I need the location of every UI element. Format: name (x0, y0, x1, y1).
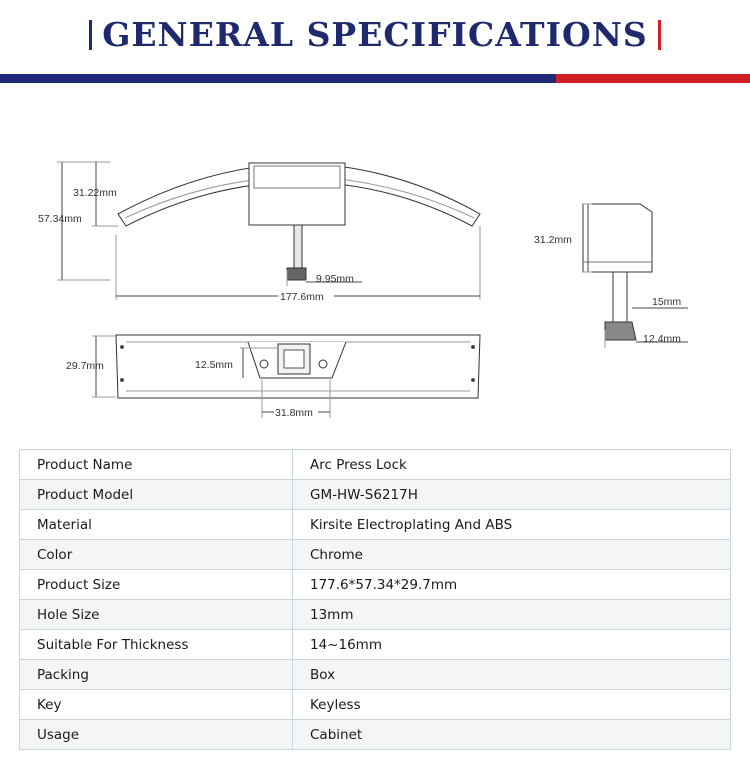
spec-key: Suitable For Thickness (20, 630, 293, 660)
header-stripe-blue (0, 74, 556, 83)
spec-value: Keyless (293, 690, 731, 720)
spec-value: 14~16mm (293, 630, 731, 660)
dim-front-height-total: 57.34mm (38, 213, 82, 225)
dim-stem-offset: 9.95mm (316, 273, 354, 285)
spec-value: 177.6*57.34*29.7mm (293, 570, 731, 600)
spec-table (19, 449, 731, 750)
technical-drawing (0, 130, 750, 430)
spec-value: 13mm (293, 600, 731, 630)
dim-side-tip-bottom: 12.4mm (643, 333, 681, 345)
page-title: GENERAL SPECIFICATIONS (102, 15, 648, 54)
spec-key: Material (20, 510, 293, 540)
spec-value: Chrome (293, 540, 731, 570)
spec-row (20, 720, 731, 750)
spec-row (20, 480, 731, 510)
spec-row (20, 660, 731, 690)
dim-side-height: 31.2mm (534, 234, 572, 246)
spec-key: Product Size (20, 570, 293, 600)
header-stripe-red (556, 74, 750, 83)
spec-value: Kirsite Electroplating And ABS (293, 510, 731, 540)
spec-row (20, 450, 731, 480)
spec-row (20, 630, 731, 660)
spec-row (20, 510, 731, 540)
spec-key: Hole Size (20, 600, 293, 630)
spec-row (20, 690, 731, 720)
spec-value: GM-HW-S6217H (293, 480, 731, 510)
header-right-bar (658, 20, 661, 50)
spec-key: Color (20, 540, 293, 570)
spec-key: Product Model (20, 480, 293, 510)
spec-key: Usage (20, 720, 293, 750)
dim-total-length: 177.6mm (280, 291, 324, 303)
spec-value: Box (293, 660, 731, 690)
plate-view (92, 335, 480, 418)
side-view (583, 204, 688, 348)
dim-plate-height: 29.7mm (66, 360, 104, 372)
spec-key: Packing (20, 660, 293, 690)
spec-value: Arc Press Lock (293, 450, 731, 480)
spec-key: Product Name (20, 450, 293, 480)
spec-row (20, 600, 731, 630)
page-header (0, 0, 750, 72)
spec-key: Key (20, 690, 293, 720)
spec-row (20, 540, 731, 570)
dim-side-tip-top: 15mm (652, 296, 682, 308)
spec-value: Cabinet (293, 720, 731, 750)
dim-hole-width: 31.8mm (275, 407, 313, 419)
spec-row (20, 570, 731, 600)
header-left-bar (89, 20, 92, 50)
dim-front-height-top: 31.22mm (73, 187, 117, 199)
dim-hole-height: 12.5mm (195, 359, 233, 371)
front-view (57, 162, 480, 300)
